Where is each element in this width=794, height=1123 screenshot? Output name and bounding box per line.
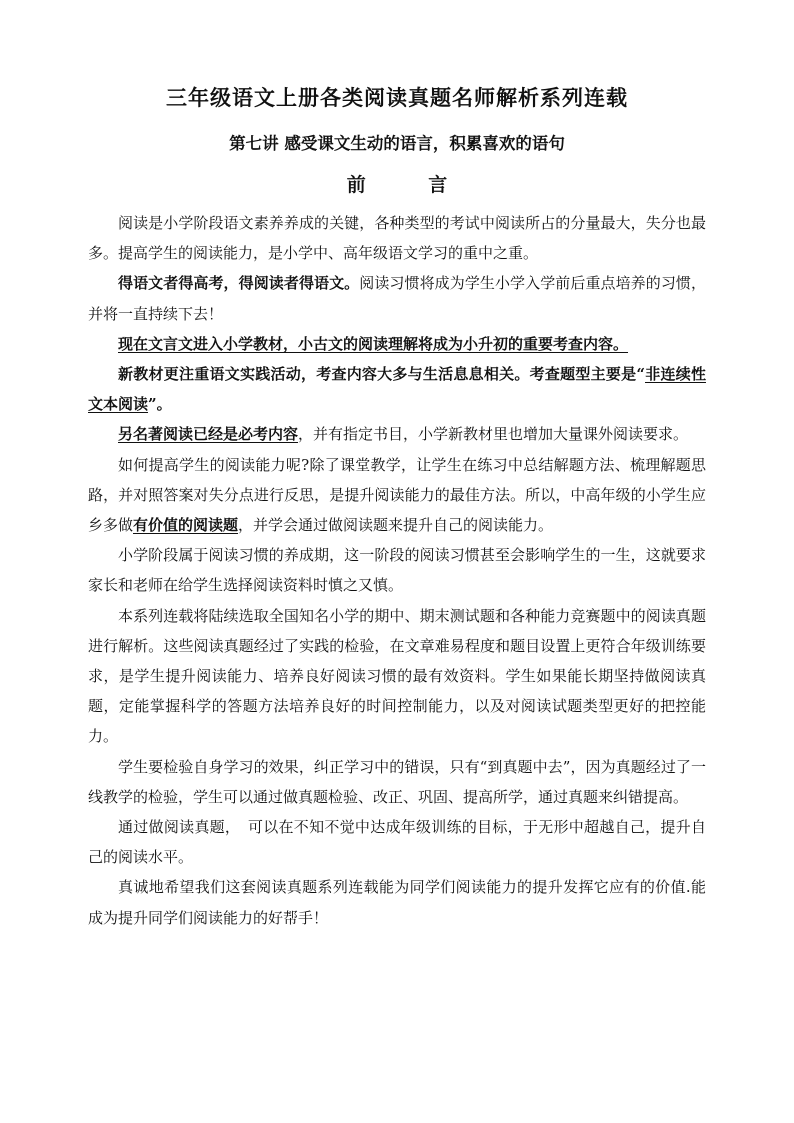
paragraph-6-end: ，并学会通过做阅读题来提升自己的阅读能力。 [238, 516, 554, 535]
paragraph-3 [88, 329, 706, 359]
paragraph-2 [88, 268, 706, 328]
paragraph-4-end: ”。 [148, 395, 172, 414]
paragraph-5 [88, 419, 706, 449]
preface-heading: 前 言 [346, 174, 476, 196]
paragraph-4-underlined: 非连续性文本阅读 [88, 365, 706, 414]
paragraph-2-bold: 得语文者得高考，得阅读者得语文。 [118, 274, 360, 293]
paragraph-9: 学生要检验自身学习的效果，纠正学习中的错误，只有“到真题中去”，因为真题经过了一线教学的检验，学生可以通过做真题检验、改正、巩固、提高所学，通过真题来纠错提高。 [88, 757, 706, 806]
preface-body [88, 208, 706, 933]
paragraph-6 [88, 450, 706, 541]
paragraph-4-text: 新教材更注重语文实践活动，考查内容大多与生活息息相关。考查题型主要是“ [118, 365, 645, 384]
paragraph-6-bold-underlined: 有价值的阅读题 [133, 516, 239, 535]
paragraph-1: 阅读是小学阶段语文素养养成的关键，各种类型的考试中阅读所占的分量最大，失分也最多。提高学生的阅读能力，是小学中、高年级语文学习的重中之重。 [88, 214, 706, 263]
paragraph-7: 小学阶段属于阅读习惯的养成期，这一阶段的阅读习惯甚至会影响学生的一生，这就要求家长和老师在给学生选择阅读资料时慎之又慎。 [88, 546, 706, 595]
paragraph-3-bold-underlined: 现在文言文进入小学教材，小古文的阅读理解将成为小升初的重要考查内容。 [118, 334, 629, 353]
paragraph-11: 真诚地希望我们这套阅读真题系列连载能为同学们阅读能力的提升发挥它应有的价值.能成为提升同学们阅读能力的好帮手！ [88, 878, 706, 927]
paragraph-6-text: 如何提高学生的阅读能力呢?除了课堂教学，让学生在练习中总结解题方法、梳理解题思路，并对照答案对失分点进行反思，是提升阅读能力的最佳方法。所以，中高年级的小学生应乡多做 [88, 455, 706, 535]
document-title: 三年级语文上册各类阅读真题名师解析系列连载 [166, 85, 628, 110]
paragraph-8: 本系列连载将陆续选取全国知名小学的期中、期末测试题和各种能力竞赛题中的阅读真题进行解析。这些阅读真题经过了实践的检验，在文章难易程度和题目设置上更符合年级训练要求，是学生提升阅读能力、培养良好阅读习惯的最有效资料。学生如果能长期坚持做阅读真题，定能掌握科学的答题方法培养良好的时间控制能力，以及对阅读试题类型更好的把控能力。 [88, 606, 706, 746]
paragraph-4 [88, 359, 706, 419]
lesson-subtitle: 第七讲 感受课文生动的语言，积累喜欢的语句 [229, 134, 565, 153]
paragraph-10: 通过做阅读真题， 可以在不知不觉中达成年级训练的目标，于无形中超越自己，提升自己的阅读水平。 [88, 818, 706, 867]
paragraph-5-text: ，并有指定书目，小学新教材里也增加大量课外阅读要求。 [298, 425, 689, 444]
paragraph-2-text: 阅读习惯将成为学生小学入学前后重点培养的习惯，并将一直持续下去！ [88, 274, 706, 323]
paragraph-5-bold-underlined: 另名著阅读已经是必考内容 [118, 425, 299, 444]
